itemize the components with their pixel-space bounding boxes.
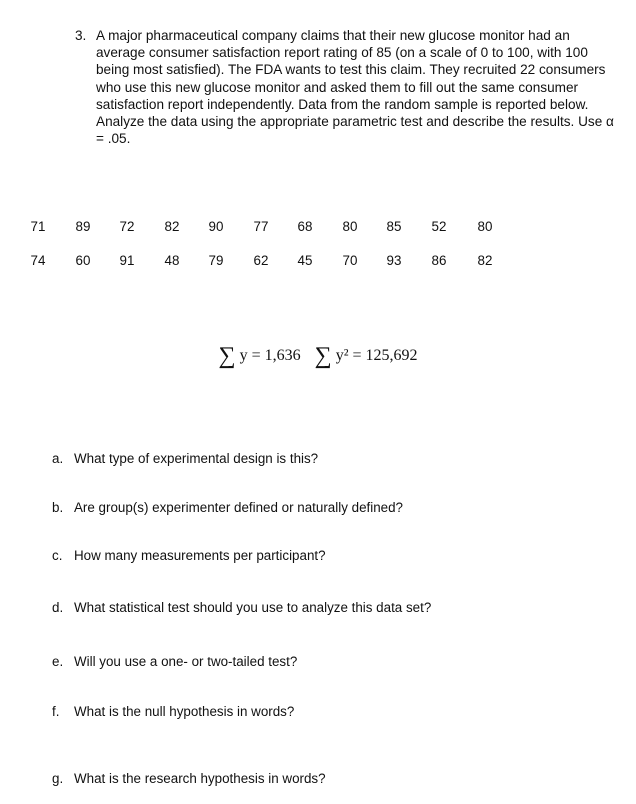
sigma-symbol: ∑ — [218, 343, 236, 369]
data-value: 48 — [164, 253, 180, 268]
problem-text: A major pharmaceutical company claims that their new glucose monitor had an average consumer satisfaction report rating of 85 (on a scale of 0 to 100, with 100 being most satisfied). The FDA wants to test this claim. They recruited 22 consumers who use this new glucose monitor and asked them to fill out the same consumer satisfaction report independently. Data from the random sample is reported below. Analyze the data using the appropriate parametric test and describe the results. Use α = .05. — [96, 28, 614, 147]
question-text: Are group(s) experimenter defined or naturally defined? — [74, 500, 403, 515]
data-value: 85 — [386, 219, 402, 234]
data-value: 62 — [253, 253, 269, 268]
data-value: 91 — [119, 253, 135, 268]
question-text: What is the research hypothesis in words? — [74, 771, 326, 786]
question-letter: c. — [52, 548, 63, 563]
question-g — [52, 771, 326, 786]
data-value: 60 — [75, 253, 91, 268]
problem-statement — [75, 27, 615, 147]
question-c — [52, 548, 326, 563]
data-value: 72 — [119, 219, 135, 234]
question-d — [52, 600, 431, 615]
question-text: What statistical test should you use to analyze this data set? — [74, 600, 432, 615]
question-letter: a. — [52, 451, 64, 466]
question-letter: f. — [52, 704, 60, 719]
question-text: What type of experimental design is this? — [74, 451, 319, 466]
data-value: 90 — [208, 219, 224, 234]
data-value: 45 — [297, 253, 313, 268]
data-value: 68 — [297, 219, 313, 234]
question-e — [52, 654, 297, 669]
sigma-symbol: ∑ — [314, 343, 332, 369]
data-value: 82 — [477, 253, 493, 268]
data-value: 52 — [431, 219, 447, 234]
sum-formulas — [0, 343, 636, 370]
problem-number: 3. — [75, 28, 87, 43]
question-letter: g. — [52, 771, 64, 786]
question-letter: b. — [52, 500, 64, 515]
sum-y: y = 1,636 — [239, 347, 301, 364]
question-text: Will you use a one- or two-tailed test? — [74, 654, 298, 669]
question-letter: e. — [52, 654, 64, 669]
question-f — [52, 704, 294, 719]
question-text: How many measurements per participant? — [74, 548, 326, 563]
data-row-1 — [0, 219, 636, 239]
data-value: 89 — [75, 219, 91, 234]
data-row-2 — [0, 253, 636, 273]
data-value: 79 — [208, 253, 224, 268]
sum-y-squared: y² = 125,692 — [335, 347, 418, 364]
data-value: 93 — [386, 253, 402, 268]
data-value: 71 — [30, 219, 46, 234]
data-value: 82 — [164, 219, 180, 234]
data-value: 80 — [342, 219, 358, 234]
question-text: What is the null hypothesis in words? — [74, 704, 295, 719]
question-a — [52, 451, 318, 466]
data-value: 86 — [431, 253, 447, 268]
data-value: 77 — [253, 219, 269, 234]
data-value: 80 — [477, 219, 493, 234]
question-letter: d. — [52, 600, 64, 615]
data-value: 74 — [30, 253, 46, 268]
data-value: 70 — [342, 253, 358, 268]
question-b — [52, 500, 403, 515]
